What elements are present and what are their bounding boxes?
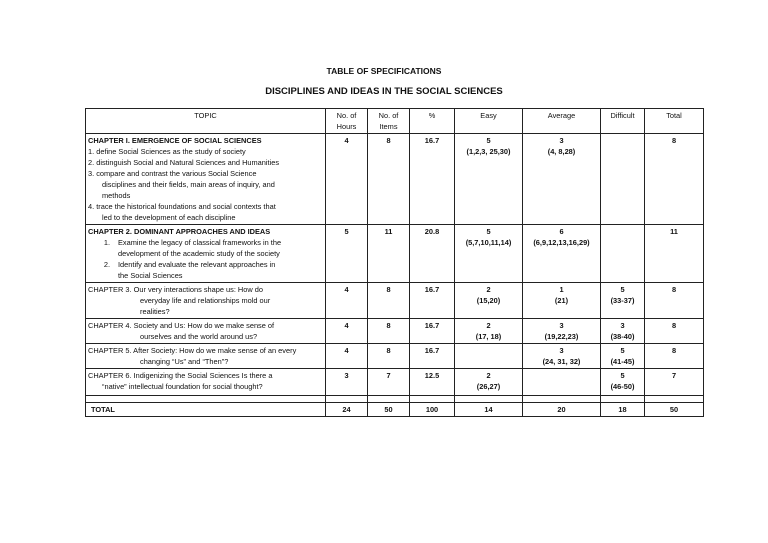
items-cell: 7 [368, 369, 410, 396]
document-title: TABLE OF SPECIFICATIONS [326, 66, 442, 76]
easy-cell: 5 (5,7,10,11,14) [455, 225, 523, 283]
total-cell: 8 [645, 134, 704, 225]
table-row [86, 225, 704, 283]
percent-cell: 16.7 [410, 283, 455, 319]
objective-line: 4. trace the historical foundations and social contexts that [88, 202, 276, 211]
average-cell: 1 (21) [523, 283, 601, 319]
hours-cell: 3 [326, 369, 368, 396]
difficult-cell: 5 (33-37) [601, 283, 645, 319]
difficult-cell [601, 134, 645, 225]
chapter-title-cont: everyday life and relationships mold our [140, 296, 271, 305]
difficult-cell: 5 (46-50) [601, 369, 645, 396]
hours-cell: 4 [326, 344, 368, 369]
percent-cell: 16.7 [410, 344, 455, 369]
total-cell: 8 [645, 344, 704, 369]
header-percent: % [410, 109, 455, 134]
difficult-cell [601, 225, 645, 283]
items-cell: 11 [368, 225, 410, 283]
easy-cell [455, 344, 523, 369]
percent-cell: 16.7 [410, 134, 455, 225]
topic-cell [86, 134, 326, 225]
chapter-title: CHAPTER 6. Indigenizing the Social Sciences Is there a [88, 371, 273, 380]
items-cell: 8 [368, 134, 410, 225]
easy-cell: 2 (15,20) [455, 283, 523, 319]
objective-line: 2. distinguish Social and Natural Sciences and Humanities [88, 158, 280, 167]
total-items: 50 [368, 403, 410, 417]
chapter-title: CHAPTER 4. Society and Us: How do we make sense of [88, 321, 275, 330]
topic-cell [86, 344, 326, 369]
topic-cell [86, 319, 326, 344]
chapter-title: CHAPTER I. EMERGENCE OF SOCIAL SCIENCES [88, 136, 262, 145]
percent-cell: 12.5 [410, 369, 455, 396]
total-cell: 8 [645, 319, 704, 344]
objective-line: disciplines and their fields, main areas of inquiry, and [102, 180, 275, 189]
hours-cell: 4 [326, 134, 368, 225]
header-topic: TOPIC [86, 109, 326, 134]
total-total: 50 [645, 403, 704, 417]
chapter-title: CHAPTER 2. DOMINANT APPROACHES AND IDEAS [88, 227, 271, 236]
total-cell: 11 [645, 225, 704, 283]
header-row [86, 109, 704, 134]
topic-cell [86, 225, 326, 283]
total-difficult: 18 [601, 403, 645, 417]
header-easy: Easy [455, 109, 523, 134]
chapter-title-cont: ourselves and the world around us? [140, 332, 258, 341]
average-cell [523, 369, 601, 396]
chapter-title-cont: realities? [140, 307, 170, 316]
total-average: 20 [523, 403, 601, 417]
total-cell: 8 [645, 283, 704, 319]
average-cell: 3 (19,22,23) [523, 319, 601, 344]
header-items: No. of Items [368, 109, 410, 134]
total-label: TOTAL [86, 403, 326, 417]
total-cell: 7 [645, 369, 704, 396]
chapter-title-cont: “native” intellectual foundation for social thought? [102, 382, 263, 391]
objective-line: 1. define Social Sciences as the study of society [88, 147, 246, 156]
table-row [86, 344, 704, 369]
average-cell: 6 (6,9,12,13,16,29) [523, 225, 601, 283]
hours-cell: 4 [326, 283, 368, 319]
percent-cell: 20.8 [410, 225, 455, 283]
easy-cell: 2 (26,27) [455, 369, 523, 396]
items-cell: 8 [368, 344, 410, 369]
chapter-title-cont: changing “Us” and “Then”? [140, 357, 229, 366]
objective-item: 2. Identify and evaluate the relevant approaches in the Social Sciences [103, 260, 276, 280]
average-cell: 3 (24, 31, 32) [523, 344, 601, 369]
total-easy: 14 [455, 403, 523, 417]
document-subtitle: DISCIPLINES AND IDEAS IN THE SOCIAL SCIENCES [265, 86, 503, 97]
specifications-table [85, 108, 704, 417]
items-cell: 8 [368, 319, 410, 344]
easy-cell: 2 (17, 18) [455, 319, 523, 344]
total-percent: 100 [410, 403, 455, 417]
header-hours: No. of Hours [326, 109, 368, 134]
total-row [86, 403, 704, 417]
chapter-title: CHAPTER 5. After Society: How do we make sense of an every [88, 346, 297, 355]
objective-line: led to the development of each discipline [102, 213, 236, 222]
hours-cell: 4 [326, 319, 368, 344]
difficult-cell: 3 (38-40) [601, 319, 645, 344]
table-row [86, 319, 704, 344]
objective-item: 1. Examine the legacy of classical frameworks in the development of the academic study of the society [103, 238, 282, 258]
percent-cell: 16.7 [410, 319, 455, 344]
difficult-cell: 5 (41-45) [601, 344, 645, 369]
items-cell: 8 [368, 283, 410, 319]
header-difficult: Difficult [601, 109, 645, 134]
hours-cell: 5 [326, 225, 368, 283]
total-hours: 24 [326, 403, 368, 417]
table-row [86, 283, 704, 319]
table-row [86, 369, 704, 396]
easy-cell: 5 (1,2,3, 25,30) [455, 134, 523, 225]
header-total: Total [645, 109, 704, 134]
average-cell: 3 (4, 8,28) [523, 134, 601, 225]
spacer-row [86, 396, 704, 403]
objective-line: methods [102, 191, 131, 200]
topic-cell [86, 283, 326, 319]
header-average: Average [523, 109, 601, 134]
objective-line: 3. compare and contrast the various Social Science [88, 169, 257, 178]
table-row [86, 134, 704, 225]
topic-cell [86, 369, 326, 396]
chapter-title: CHAPTER 3. Our very interactions shape us: How do [88, 285, 263, 294]
